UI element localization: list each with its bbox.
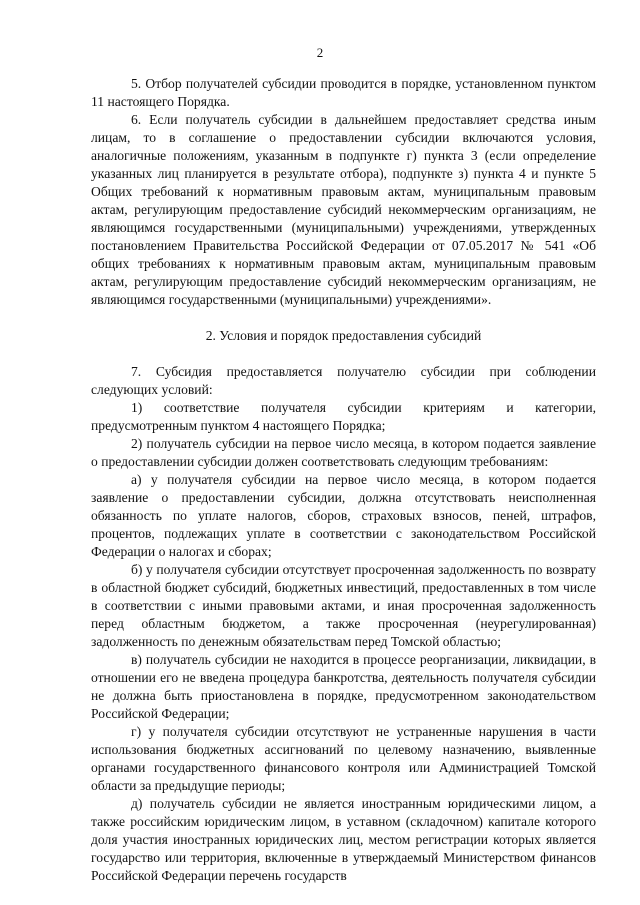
paragraph-item-5: 5. Отбор получателей субсидии проводится в порядке, установленном пунктом 11 настоящего Порядка. <box>91 76 596 109</box>
paragraph-item-7: 7. Субсидия предоставляется получателю субсидии при соблюдении следующих условий: <box>91 364 596 397</box>
paragraph-subitem-v: в) получатель субсидии не находится в процессе реорганизации, ликвидации, в отношении его не введена процедура банкротства, деятельность получателя субсидии не должна быть приостановлена в порядке, предусмотренном законодательством Российской Федерации; <box>91 652 596 721</box>
paragraph-subitem-g: г) у получателя субсидии отсутствуют не устраненные нарушения в части использования бюджетных ассигнований по целевому назначению, выявленные органами государственного финансового контроля или Администрацией Томской области за предыдущие периоды; <box>91 724 596 793</box>
paragraph-subitem-1: 1) соответствие получателя субсидии критериям и категории, предусмотренным пунктом 4 настоящего Порядка; <box>91 400 596 433</box>
paragraph-subitem-d: д) получатель субсидии не является иностранным юридическими лицом, а также российским юридическим лицом, в уставном (складочном) капитале которого доля участия иностранных юридических лиц, местом регистрации которых является государство или территория, включенные в утверждаемый Министерством финансов Российской Федерации перечень государств <box>91 796 596 883</box>
paragraph-subitem-a: а) у получателя субсидии на первое число месяца, в котором подается заявление о предоставлении субсидии, должна отсутствовать неисполненная обязанность по уплате налогов, сборов, страховых взносов, пеней, штрафов, процентов, подлежащих уплате в соответствии с законодательством Российской Федерации о налогах и сборах; <box>91 472 596 559</box>
section-title: 2. Условия и порядок предоставления субсидий <box>205 328 482 343</box>
paragraph-item-6: 6. Если получатель субсидии в дальнейшем предоставляет средства иным лицам, то в соглашение о предоставлении субсидии включаются условия, аналогичные положениям, указанным в подпункте г) пункта 3 (если определение указанных лиц планируется в результате отбора), подпункте з) пункта 4 и пункте 5 Общих требований к нормативным правовым актам, муниципальным правовым актам, регулирующим предоставление субсидий некоммерческим организациям, не являющимся государственными (муниципальными) учреждениями, утвержденных постановлением Правительства Российской Федерации от 07.05.2017 № 541 «Об общих требованиях к нормативным правовым актам, муниципальным правовым актам, регулирующим предоставление субсидий некоммерческим организациям, не являющимся государственными (муниципальными) учреждениями». <box>91 112 596 307</box>
paragraph-subitem-2: 2) получатель субсидии на первое число месяца, в котором подается заявление о предоставлении субсидии должен соответствовать следующим требованиям: <box>91 436 596 469</box>
page-number: 2 <box>316 45 324 60</box>
document-body <box>91 75 596 885</box>
paragraph-subitem-b: б) у получателя субсидии отсутствует просроченная задолженность по возврату в областной бюджет субсидий, бюджетных инвестиций, предоставленных в том числе в соответствии с иными правовыми актами, и иная просроченная задолженность перед областным бюджетом, а также просроченная (неурегулированная) задолженность по денежным обязательствам перед Томской областью; <box>91 562 596 649</box>
